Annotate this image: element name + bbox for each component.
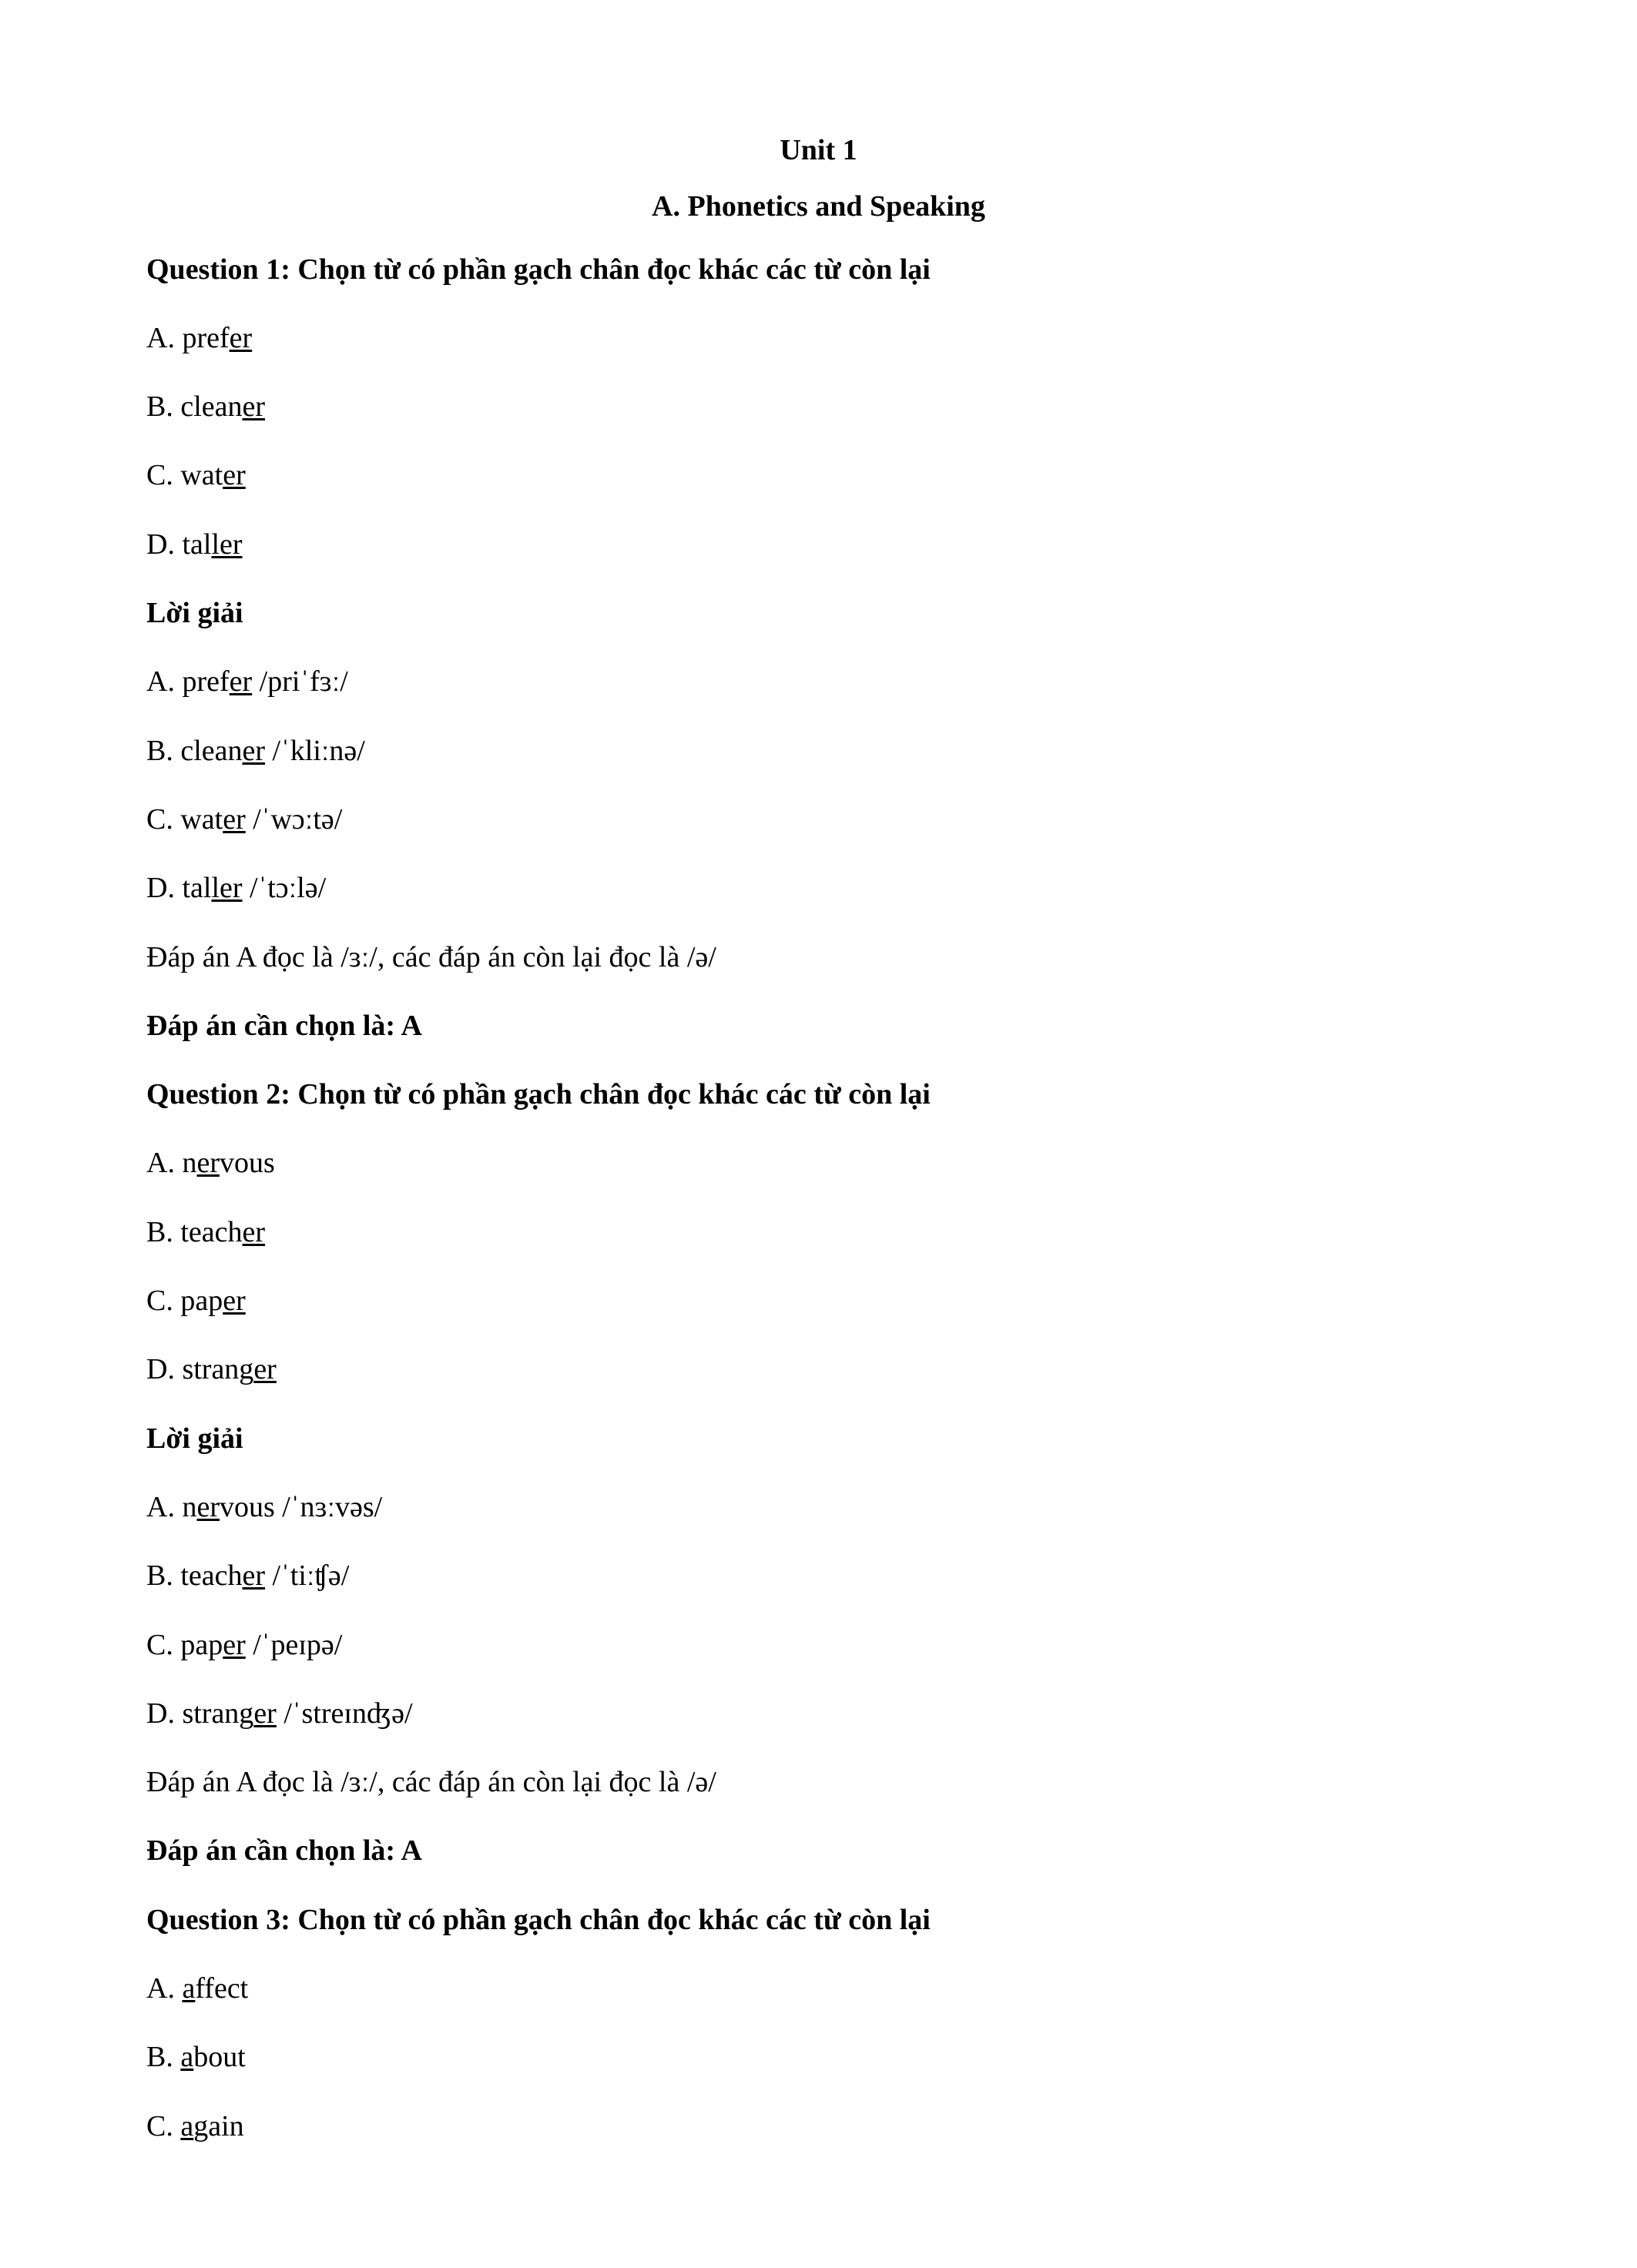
q1-option-b: [146, 387, 1491, 427]
q2-sol-a: [146, 1488, 1491, 1527]
q1-option-a: [146, 319, 1491, 358]
q3-heading-text: Question 3: Chọn từ có phần gạch chân đọc khác các từ còn lại: [146, 1903, 931, 1936]
q2-sol-d-after: /ˈstreɪnʤə/: [276, 1697, 413, 1730]
q2-sol-b-after: /ˈtiːʧə/: [265, 1559, 350, 1593]
q1-sol-a-text: A. pref: [146, 665, 230, 698]
q3-option-b-after: bout: [193, 2041, 246, 2074]
q1-sol-c-underlined: er: [223, 802, 246, 836]
q1-option-a-underlined: er: [229, 321, 253, 354]
q2-sol-c-after: /ˈpeɪpə/: [245, 1628, 343, 1661]
q1-sol-b-text: B. clean: [146, 734, 243, 767]
q2-solution-label: [146, 1419, 1491, 1459]
q3-option-c: [146, 2107, 1491, 2146]
q2-option-d: [146, 1350, 1491, 1389]
q1-solution-label-text: Lời giải: [146, 597, 243, 630]
q2-sol-a-after: vous /ˈnɜːvəs/: [219, 1490, 383, 1523]
q2-option-c-text: C. pap: [146, 1285, 223, 1318]
q2-heading-text: Question 2: Chọn từ có phần gạch chân đọc khác các từ còn lại: [146, 1078, 931, 1111]
q2-option-a-underlined: er: [196, 1147, 220, 1180]
q1-explanation-text: Đáp án A đọc là /ɜː/, các đáp án còn lại đọc là /ə/: [146, 940, 716, 973]
q1-sol-d-underlined: ler: [211, 872, 243, 905]
q2-option-c: [146, 1281, 1491, 1321]
q2-explanation: [146, 1763, 1491, 1802]
page-subtitle: A. Phonetics and Speaking: [652, 190, 985, 223]
q2-heading: [146, 1075, 1491, 1114]
q2-option-a-text: A. n: [146, 1147, 197, 1180]
q1-option-d: [146, 525, 1491, 564]
q1-sol-c-text: C. wat: [146, 802, 223, 836]
q1-sol-b-underlined: er: [242, 734, 266, 767]
q2-sol-a-underlined: er: [196, 1490, 220, 1523]
q1-sol-c-after: /ˈwɔːtə/: [245, 802, 343, 836]
document-body: [146, 250, 1491, 2146]
q1-sol-a: [146, 662, 1491, 702]
q3-option-b-text: B.: [146, 2041, 181, 2074]
q2-sol-c-underlined: er: [223, 1628, 246, 1661]
q1-option-a-text: A. pref: [146, 321, 230, 354]
q2-sol-b: [146, 1556, 1491, 1596]
q2-sol-d-text: D. strang: [146, 1697, 254, 1730]
q2-option-a-after: vous: [219, 1147, 275, 1180]
q2-sol-a-text: A. n: [146, 1490, 197, 1523]
q1-heading-text: Question 1: Chọn từ có phần gạch chân đọc khác các từ còn lại: [146, 253, 931, 286]
q2-sol-b-text: B. teach: [146, 1559, 243, 1593]
q1-answer: [146, 1007, 1491, 1046]
q2-option-d-text: D. strang: [146, 1353, 254, 1386]
q1-option-d-text: D. tal: [146, 528, 212, 561]
q2-solution-label-text: Lời giải: [146, 1422, 243, 1455]
page-title: Unit 1: [780, 134, 857, 166]
q1-solution-label: [146, 594, 1491, 633]
q1-sol-b: [146, 732, 1491, 771]
q3-option-c-underlined: a: [180, 2109, 194, 2142]
q2-answer-text: Đáp án cần chọn là: A: [146, 1834, 422, 1868]
q2-sol-c-text: C. pap: [146, 1628, 223, 1661]
q1-sol-d-after: /ˈtɔːlə/: [242, 872, 327, 905]
q1-option-c: [146, 456, 1491, 495]
q2-option-b: [146, 1213, 1491, 1252]
q1-explanation: [146, 938, 1491, 977]
q3-option-a-text: A.: [146, 1972, 183, 2005]
q2-option-b-text: B. teach: [146, 1215, 243, 1248]
q2-option-a: [146, 1144, 1491, 1183]
q1-option-d-underlined: ler: [211, 528, 243, 561]
q2-answer: [146, 1831, 1491, 1871]
q1-heading: [146, 250, 1491, 290]
q3-option-a: [146, 1969, 1491, 2008]
q2-option-c-underlined: er: [223, 1285, 246, 1318]
q2-sol-d: [146, 1694, 1491, 1734]
q3-option-b: [146, 2038, 1491, 2077]
q1-sol-a-underlined: er: [229, 665, 253, 698]
q3-option-c-text: C.: [146, 2109, 181, 2142]
q3-option-c-after: gain: [193, 2109, 244, 2142]
q1-option-b-underlined: er: [242, 390, 266, 424]
q1-option-c-text: C. wat: [146, 459, 223, 492]
q2-sol-b-underlined: er: [242, 1559, 266, 1593]
q1-option-b-text: B. clean: [146, 390, 243, 424]
q3-heading: [146, 1901, 1491, 1940]
q2-option-d-underlined: er: [253, 1353, 277, 1386]
q3-option-a-after: ffect: [195, 1972, 249, 2005]
q1-sol-b-after: /ˈkliːnə/: [265, 734, 365, 767]
q3-option-a-underlined: a: [182, 1972, 196, 2005]
q3-option-b-underlined: a: [180, 2041, 194, 2074]
q2-explanation-text: Đáp án A đọc là /ɜː/, các đáp án còn lại đọc là /ə/: [146, 1766, 716, 1799]
q1-sol-d-text: D. tal: [146, 872, 212, 905]
q1-option-c-underlined: er: [223, 459, 246, 492]
q1-sol-d: [146, 869, 1491, 908]
q2-sol-c: [146, 1626, 1491, 1665]
q1-sol-a-after: /priˈfɜː/: [252, 665, 348, 698]
q2-option-b-underlined: er: [242, 1215, 266, 1248]
q1-answer-text: Đáp án cần chọn là: A: [146, 1009, 422, 1042]
q1-sol-c: [146, 800, 1491, 839]
q2-sol-d-underlined: er: [253, 1697, 277, 1730]
